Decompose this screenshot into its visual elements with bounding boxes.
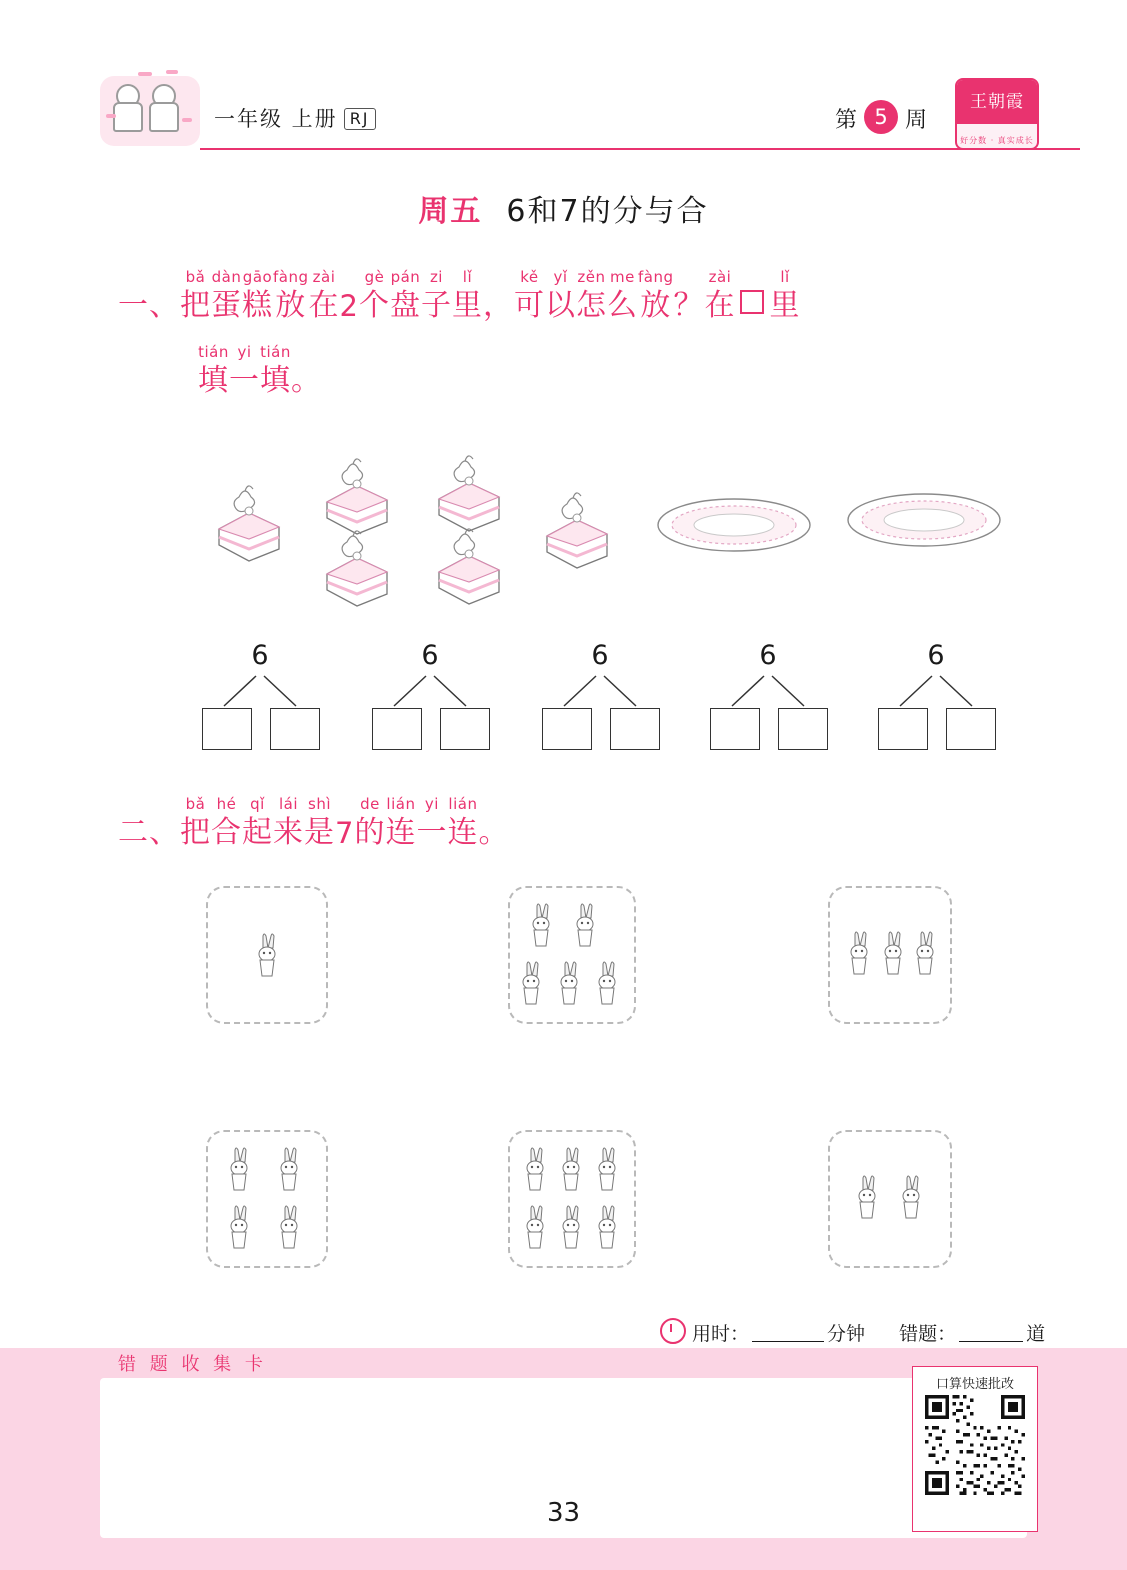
question-1-comma: ， (482, 288, 514, 323)
pinyin-word: lái 来 (273, 795, 304, 850)
pinyin-word: lǐ 里 (451, 268, 483, 323)
number-tree (198, 640, 322, 750)
tree-branches (706, 674, 830, 708)
question-1 (118, 268, 800, 400)
bunny-group[interactable] (508, 886, 636, 1024)
pinyin-word: zài 在 (704, 268, 736, 323)
error-label: 错题： (899, 1323, 957, 1345)
pinyin-word: zěn 怎 (575, 268, 607, 323)
tree-answer-box-left[interactable] (372, 708, 422, 750)
tree-answer-box-left[interactable] (878, 708, 928, 750)
bunny-group[interactable] (828, 1130, 952, 1268)
error-card-title: 错 题 收 集 卡 (118, 1354, 267, 1375)
pinyin-word: hé 合 (211, 795, 242, 850)
pinyin-word: yi 一 (416, 795, 448, 850)
pinyin-word: zi 子 (420, 268, 452, 323)
tree-total: 6 (927, 640, 945, 671)
pinyin-word: lián 连 (385, 795, 417, 850)
bunny-icon (570, 902, 600, 954)
error-unit: 道 (1026, 1323, 1046, 1345)
bunny-icon (878, 930, 908, 982)
tree-answer-box-right[interactable] (270, 708, 320, 750)
bunny-group[interactable] (508, 1130, 636, 1268)
bunny-icon (592, 960, 622, 1012)
pinyin-word: fàng 放 (273, 268, 309, 323)
week-prefix: 第 (835, 108, 858, 133)
pinyin-word: bǎ 把 (180, 268, 211, 323)
bunny-icon (556, 1146, 586, 1198)
tree-branches (874, 674, 998, 708)
edition-badge: RJ (344, 108, 376, 130)
bunny-icon (274, 1204, 304, 1256)
pinyin-word: bǎ 把 (180, 795, 211, 850)
pinyin-word: fàng 放 (637, 268, 674, 323)
pinyin-word: shì 是 (304, 795, 335, 850)
lesson-topic: 6和7的分与合 (506, 194, 709, 229)
pinyin-word: yǐ 以 (544, 268, 576, 323)
question-1-index: 一、 (118, 288, 180, 323)
bunny-icon (554, 960, 584, 1012)
tree-total: 6 (421, 640, 439, 671)
bunny-icon (844, 930, 874, 982)
pinyin-word: dàn 蛋 (211, 268, 242, 323)
bunny-icon (224, 1146, 254, 1198)
mascot-illustration (100, 62, 200, 146)
pinyin-word: pán 盘 (389, 268, 421, 323)
answer-box-icon[interactable] (740, 290, 764, 314)
bunny-icon (520, 1204, 550, 1256)
tree-answer-box-left[interactable] (542, 708, 592, 750)
time-and-error-row (660, 1318, 1045, 1346)
bunny-icon (896, 1174, 926, 1226)
bunny-icon (520, 1146, 550, 1198)
question-2-number-7: 7 (335, 816, 355, 850)
question-1-line-2 (198, 343, 800, 400)
pinyin-word: lián 连 (447, 795, 479, 850)
bunny-icon (252, 932, 282, 984)
tree-total: 6 (251, 640, 269, 671)
week-number: 5 (864, 100, 898, 134)
brand-logo (955, 78, 1039, 150)
cake-and-plate-illustration (195, 440, 1015, 620)
qr-code-icon (925, 1395, 1025, 1495)
question-1-qmark: ？ (673, 288, 705, 323)
pinyin-word: zài 在 (308, 268, 340, 323)
tree-branches (198, 674, 322, 708)
tree-answer-box-right[interactable] (440, 708, 490, 750)
week-indicator (835, 100, 927, 134)
tree-branches (368, 674, 492, 708)
pinyin-word: lǐ 里 (769, 268, 801, 323)
stopwatch-icon (660, 1318, 686, 1344)
bunny-icon (516, 960, 546, 1012)
pinyin-word: kě 可 (513, 268, 545, 323)
bunny-group[interactable] (828, 886, 952, 1024)
lesson-title (0, 186, 1127, 230)
page-header (0, 0, 1127, 160)
time-unit: 分钟 (827, 1323, 866, 1345)
number-tree (874, 640, 998, 750)
cake-icon (205, 475, 291, 565)
bunny-group[interactable] (206, 1130, 328, 1268)
pinyin-word: gè 个 (358, 268, 390, 323)
tree-answer-box-right[interactable] (946, 708, 996, 750)
brand-logo-text: 王朝霞 (957, 80, 1037, 124)
bunny-icon (556, 1204, 586, 1256)
cake-icon (533, 482, 619, 572)
question-1-period: 。 (291, 363, 322, 398)
grade-text: 一年级 上册 (214, 107, 338, 131)
bunny-icon (852, 1174, 882, 1226)
number-tree (538, 640, 662, 750)
week-suffix: 周 (905, 108, 928, 133)
bunny-icon (592, 1146, 622, 1198)
time-label: 用时： (692, 1323, 750, 1345)
question-2-index: 二、 (118, 815, 180, 850)
number-tree (706, 640, 830, 750)
tree-answer-box-left[interactable] (202, 708, 252, 750)
pinyin-word: tián 填 (260, 343, 291, 398)
page-number: 33 (546, 1498, 581, 1528)
number-tree (368, 640, 492, 750)
question-2-period: 。 (478, 815, 510, 850)
tree-answer-box-right[interactable] (610, 708, 660, 750)
pinyin-word: qǐ 起 (242, 795, 273, 850)
question-1-line-1 (118, 268, 800, 325)
error-input-blank[interactable] (959, 1323, 1023, 1342)
lesson-day: 周五 (418, 194, 483, 229)
bunny-icon (224, 1204, 254, 1256)
plate-icon (655, 495, 813, 559)
plate-icon (845, 490, 1003, 554)
pinyin-word: tián 填 (198, 343, 229, 398)
pinyin-word: me 么 (606, 268, 638, 323)
time-input-blank[interactable] (752, 1323, 824, 1342)
tree-total: 6 (591, 640, 609, 671)
bunny-icon (592, 1204, 622, 1256)
bunny-icon (526, 902, 556, 954)
question-1-number-2: 2 (339, 289, 359, 323)
bunny-icon (910, 930, 940, 982)
tree-answer-box-left[interactable] (710, 708, 760, 750)
pinyin-word: gāo 糕 (242, 268, 273, 323)
brand-logo-sub: 好分数 · 真实成长 (960, 136, 1034, 145)
question-2-line-1 (118, 795, 509, 852)
bunny-icon (274, 1146, 304, 1198)
tree-branches (538, 674, 662, 708)
tree-total: 6 (759, 640, 777, 671)
question-2 (118, 795, 509, 852)
cake-icon (425, 518, 511, 608)
tree-answer-box-right[interactable] (778, 708, 828, 750)
grade-label (214, 103, 376, 133)
header-divider (200, 148, 1080, 150)
pinyin-word: yi 一 (229, 343, 260, 398)
qr-label: 口算快速批改 (935, 1377, 1014, 1392)
bunny-group[interactable] (206, 886, 328, 1024)
pinyin-word: de 的 (354, 795, 386, 850)
cake-icon (313, 520, 399, 610)
